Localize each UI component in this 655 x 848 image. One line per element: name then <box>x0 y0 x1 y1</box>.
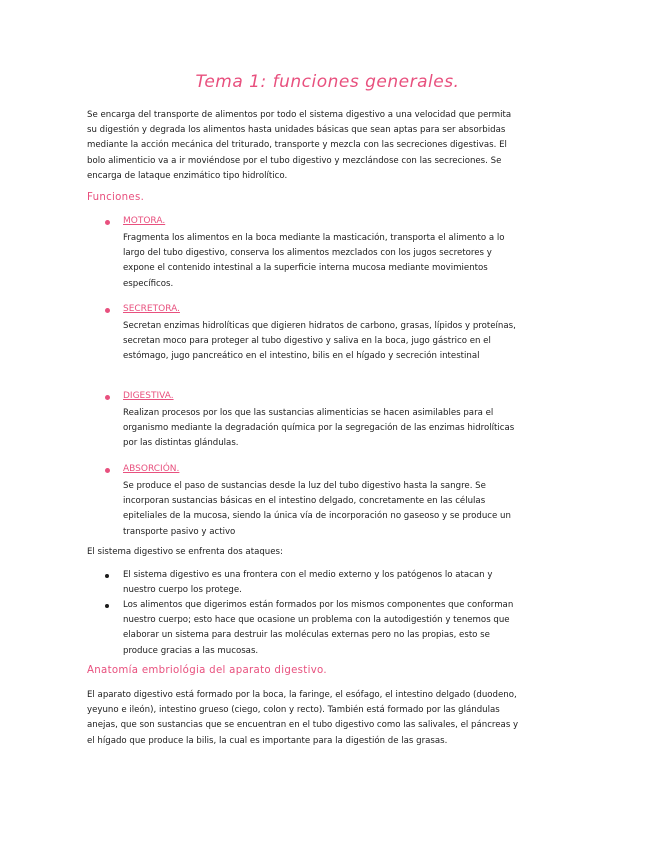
anatomia-paragraph: El aparato digestivo está formado por la boca, la faringe, el esófago, el intestino delgado (duodeno, yeyuno e ileón), intestino grueso (ciego, colon y recto). También está formado por las glándulas anejas, que son sustancias que se encuentran en el tubo digestivo como las salivales, el páncreas y el hígado que produce la bilis, la cual es importante para la digestión de las grasas. <box>87 690 519 746</box>
bullet-icon <box>105 574 109 578</box>
bullet-icon <box>105 220 110 225</box>
function-text: Se produce el paso de sustancias desde la luz del tubo digestivo hasta la sangre. Se incorporan sustancias básicas en el intestino delgado, concretamente en las células epiteliales de la mucosa, siendo la única vía de incorporación no gaseoso y se produce un transporte pasivo y activo <box>123 481 511 537</box>
intro-paragraph: Se encarga del transporte de alimentos por todo el sistema digestivo a una velocidad que permita su digestión y degrada los alimentos hasta unidades básicas que sean aptas para ser absorbidas mediante la acción mecánica del triturado, transporte y mezcla con las secreciones digestivas. El bolo alimenticio va a ir moviéndose por el tubo digestivo y mezclándose con las secreciones. Se encarga de lataque enzimático tipo hidrolítico. <box>87 110 512 181</box>
page-title: Tema 1: funciones generales. <box>195 72 460 92</box>
function-name: ABSORCIÓN. <box>123 464 180 474</box>
bullet-icon <box>105 468 110 473</box>
ataques-item-text: El sistema digestivo es una frontera con el medio externo y los patógenos lo atacan y nuestro cuerpo los protege. <box>123 570 493 596</box>
function-name: MOTORA. <box>123 216 166 226</box>
section-heading-anatomia: Anatomía embriológia del aparato digestivo. <box>87 665 327 676</box>
ataques-item-text: Los alimentos que digerimos están formados por los mismos componentes que conforman nuestro cuerpo; esto hace que ocasione un problema con la autodigestión y tenemos que elaborar un sistema para destruir las moléculas externas pero no las propias, esto se produce gracias a las mucosas. <box>123 600 514 656</box>
bullet-icon <box>105 308 110 313</box>
ataques-intro: El sistema digestivo se enfrenta dos ataques: <box>87 547 283 557</box>
bullet-icon <box>105 604 109 608</box>
function-text: Realizan procesos por los que las sustancias alimenticias se hacen asimilables para el organismo mediante la degradación química por la segregación de las enzimas hidrolíticas por las distintas glándulas. <box>123 408 515 449</box>
function-text: Fragmenta los alimentos en la boca mediante la masticación, transporta el alimento a lo largo del tubo digestivo, conserva los alimentos mezclados con los jugos secretores y expone el contenido intestinal a la superficie interna mucosa mediante movimientos específicos. <box>123 233 505 289</box>
section-heading-funciones: Funciones. <box>87 192 145 203</box>
function-text: Secretan enzimas hidrolíticas que digieren hidratos de carbono, grasas, lípidos y proteínas, secretan moco para proteger al tubo digestivo y saliva en la boca, jugo gástrico en el estómago, jugo pancreático en el intestino, bilis en el hígado y secreción intestinal <box>123 321 516 362</box>
bullet-icon <box>105 395 110 400</box>
function-name: DIGESTIVA. <box>123 391 174 401</box>
function-name: SECRETORA. <box>123 304 180 314</box>
